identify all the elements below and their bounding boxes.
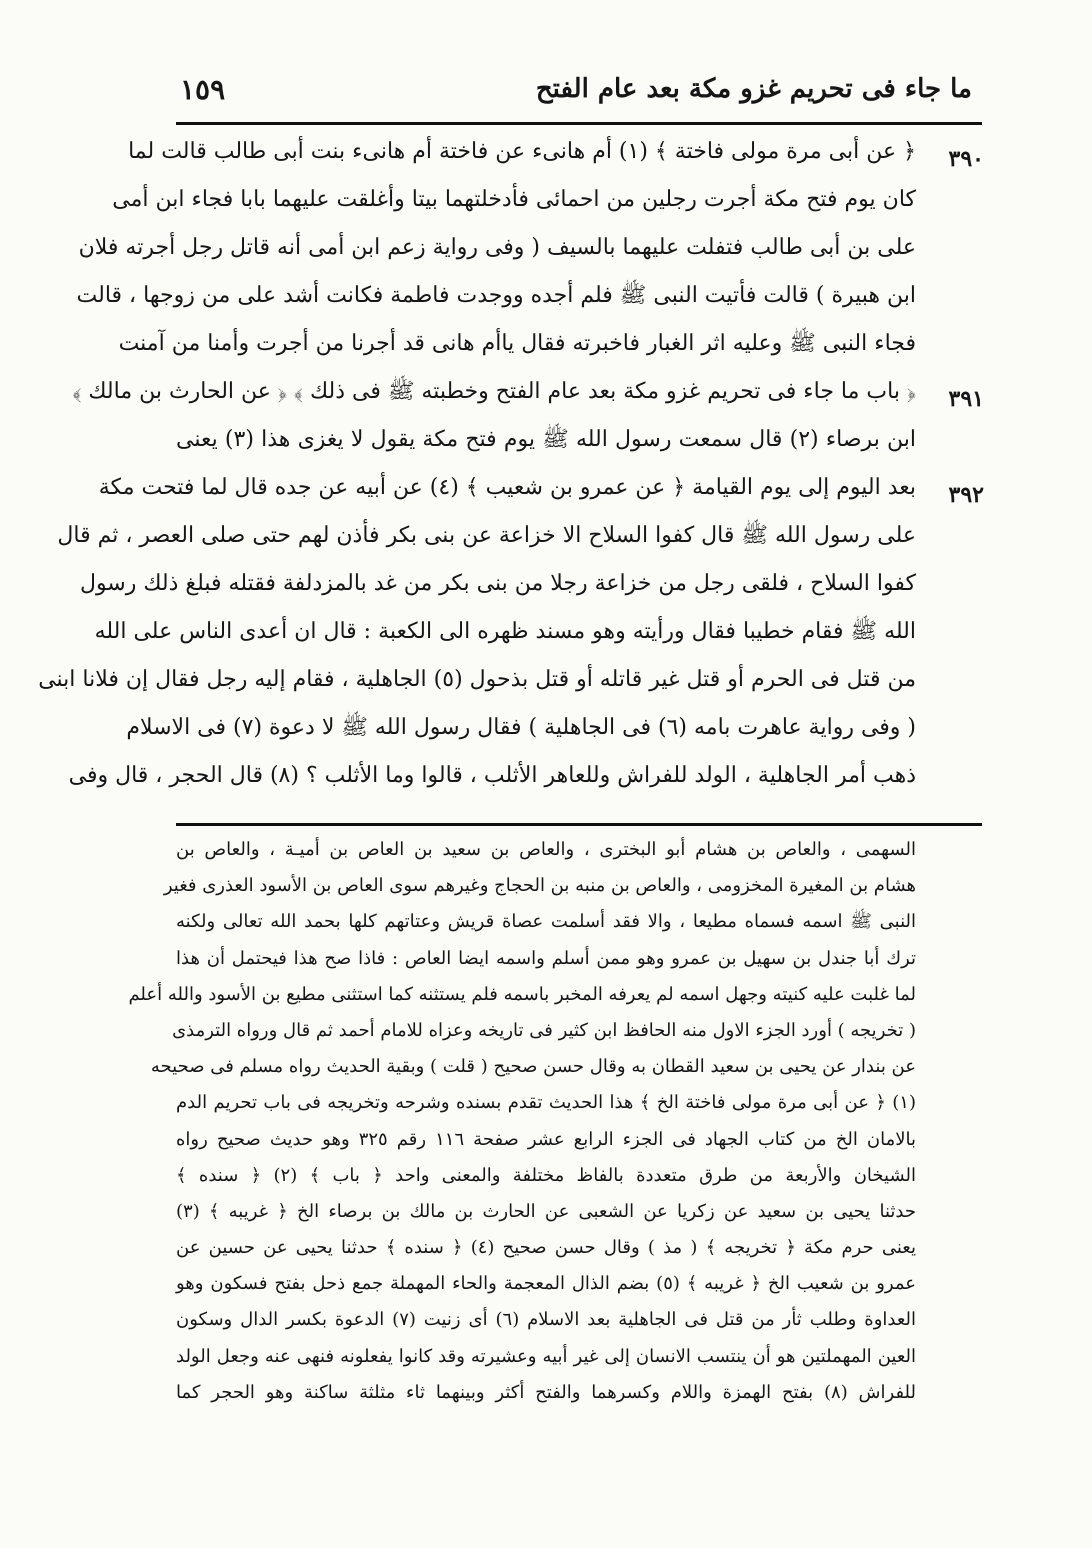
text-line: كان يوم فتح مكة أجرت رجلين من احمائى فأدخلتهما بيتا وأغلقت عليهما بابا فجاء ابن أمى xyxy=(112,187,916,212)
footnote-line: العداوة وطلب ثأر من قتل فى الجاهلية بعد الاسلام (٦) أى زنيت (٧) الدعوة بكسر الدال وسكون xyxy=(176,1309,917,1331)
footnote-line: العين المهملتين هو أن ينتسب الانسان إلى غير أبيه وعشيرته وقد كانوا يفعلونه فنهى عنه وجعل الولد xyxy=(176,1345,916,1367)
text-line: ( وفى رواية عاهرت بامه (٦) فى الجاهلية ) فقال رسول الله ﷺ لا دعوة (٧) فى الاسلام xyxy=(126,715,916,740)
text-line: ابن هبيرة ) قالت فأتيت النبى ﷺ فلم أجده ووجدت فاطمة فكانت أشد على من زوجها ، قالت xyxy=(76,283,916,308)
text-line: على بن أبى طالب فتفلت عليهما بالسيف ( وفى رواية زعم ابن أمى أنه قاتل رجل أجرته فلان xyxy=(78,235,916,260)
footnote-line: الشيخان والأربعة من طرق متعددة بالفاظ مختلفة والمعنى واحد ﴿ باب ﴾ (٢) ﴿ سنده ﴾ xyxy=(176,1164,916,1186)
footnote-line: ترك أبا جندل بن سهيل بن عمرو وهو ممن أسلم واسمه ايضا العاص : فاذا صح هذا فيحتمل أن هذا xyxy=(176,947,916,969)
footnote-line: لما غلبت عليه كنيته وجهل اسمه لم يعرفه المخبر باسمه فلم يستثنه كما استثنى مطيع بن الأسود والله أعلم xyxy=(128,983,916,1005)
footnote-divider xyxy=(176,823,982,826)
footnote-line: للفراش (٨) بفتح الهمزة واللام وكسرهما والفتح أكثر وبينهما ثاء مثلثة ساكنة وهو الحجر كما xyxy=(176,1381,917,1403)
text-line: ذهب أمر الجاهلية ، الولد للفراش وللعاهر الأثلب ، قالوا وما الأثلب ؟ (٨) قال الحجر ، قال وفى xyxy=(68,763,916,788)
footnote-line: ( تخريجه ) أورد الجزء الاول منه الحافظ ابن كثير فى تاريخه وعزاه للامام أحمد ثم قال ورواه الترمذى xyxy=(172,1019,916,1041)
text-line: من قتل فى الحرم أو قتل غير قاتله أو قتل بذحول (٥) الجاهلية ، فقام إليه رجل فقال إن فلانا ابنى xyxy=(38,667,916,692)
running-title: ما جاء فى تحريم غزو مكة بعد عام الفتح xyxy=(535,74,972,104)
page-number: ١٥٩ xyxy=(180,72,226,106)
footnotes xyxy=(128,832,917,1411)
header-divider xyxy=(176,122,982,125)
main-text xyxy=(38,128,916,800)
footnote-line: عمرو بن شعيب الخ ﴿ غريبه ﴾ (٥) بضم الذال المعجمة والحاء المهملة جمع ذحل بفتح فسكون وهو xyxy=(176,1273,916,1295)
page-header xyxy=(180,62,972,116)
text-line: فجاء النبى ﷺ وعليه اثر الغبار فاخبرته فقال ياأم هانى قد أجرنا من أجرت وأمنا من آمنت xyxy=(118,331,916,356)
footnote-line: هشام بن المغيرة المخزومى ، والعاص بن منبه بن الحجاج وغيرهم سوى العاص بن الأسود العذرى فغير xyxy=(163,875,916,897)
footnote-line: النبى ﷺ اسمه فسماه مطيعا ، والا فقد أسلمت عصاة قريش وعتاتهم كلها بحمد الله تعالى ولكنه xyxy=(176,911,916,933)
text-line: الله ﷺ فقام خطيبا فقال ورأيته وهو مسند ظهره الى الكعبة : قال ان أعدى الناس على الله xyxy=(94,619,916,644)
hadith-number: ٣٩٠ xyxy=(948,146,984,172)
hadith-number: ٣٩١ xyxy=(948,386,984,412)
text-line: ابن برصاء (٢) قال سمعت رسول الله ﷺ يوم فتح مكة يقول لا يغزى هذا (٣) يعنى xyxy=(176,427,916,452)
footnote-line: (١) ﴿ عن أبى مرة مولى فاختة الخ ﴾ هذا الحديث تقدم بسنده وشرحه وتخريجه فى باب تحريم الدم xyxy=(176,1092,916,1114)
text-line: على رسول الله ﷺ قال كفوا السلاح الا خزاعة عن بنى بكر فأذن لهم حتى صلى العصر ، ثم قال xyxy=(57,523,916,548)
footnote-line: حدثنا يحيى بن سعيد عن زكريا عن الشعبى عن الحارث بن مالك بن برصاء الخ ﴿ غريبه ﴾ (٣) xyxy=(176,1200,916,1222)
text-line: ﴿ عن أبى مرة مولى فاختة ﴾ (١) أم هانىء عن فاختة أم هانىء بنت أبى طالب قالت لما xyxy=(128,139,916,164)
hadith-number: ٣٩٢ xyxy=(948,482,984,508)
footnote-line: السهمى ، والعاص بن هشام أبو البخترى ، والعاص بن سعيد بن العاص بن أميـة ، والعاص بن xyxy=(176,839,916,860)
text-line: بعد اليوم إلى يوم القيامة ﴿ عن عمرو بن شعيب ﴾ (٤) عن أبيه عن جده قال لما فتحت مكة xyxy=(98,475,916,500)
footnote-line: عن بندار عن يحيى بن سعيد القطان به وقال حسن صحيح ( قلت ) وبقية الحديث رواه مسلم فى صحيحه xyxy=(150,1056,916,1078)
text-line: كفوا السلاح ، فلقى رجل من خزاعة رجلا من بنى بكر من غد بالمزدلفة فقتله فبلغ ذلك رسول xyxy=(79,571,916,596)
footnote-line: بالامان الخ من كتاب الجهاد فى الجزء الرابع عشر صفحة ١١٦ رقم ٣٢٥ وهو حديث صحيح رواه xyxy=(176,1128,916,1150)
chapter-heading-line: ﴿ باب ما جاء فى تحريم غزو مكة بعد عام الفتح وخطبته ﷺ فى ذلك ﴾ ﴿ عن الحارث بن مالك ﴾ xyxy=(72,379,916,404)
footnote-line: يعنى حرم مكة ﴿ تخريجه ﴾ ( مذ ) وقال حسن صحيح (٤) ﴿ سنده ﴾ حدثنا يحيى عن حسين عن xyxy=(176,1237,916,1259)
